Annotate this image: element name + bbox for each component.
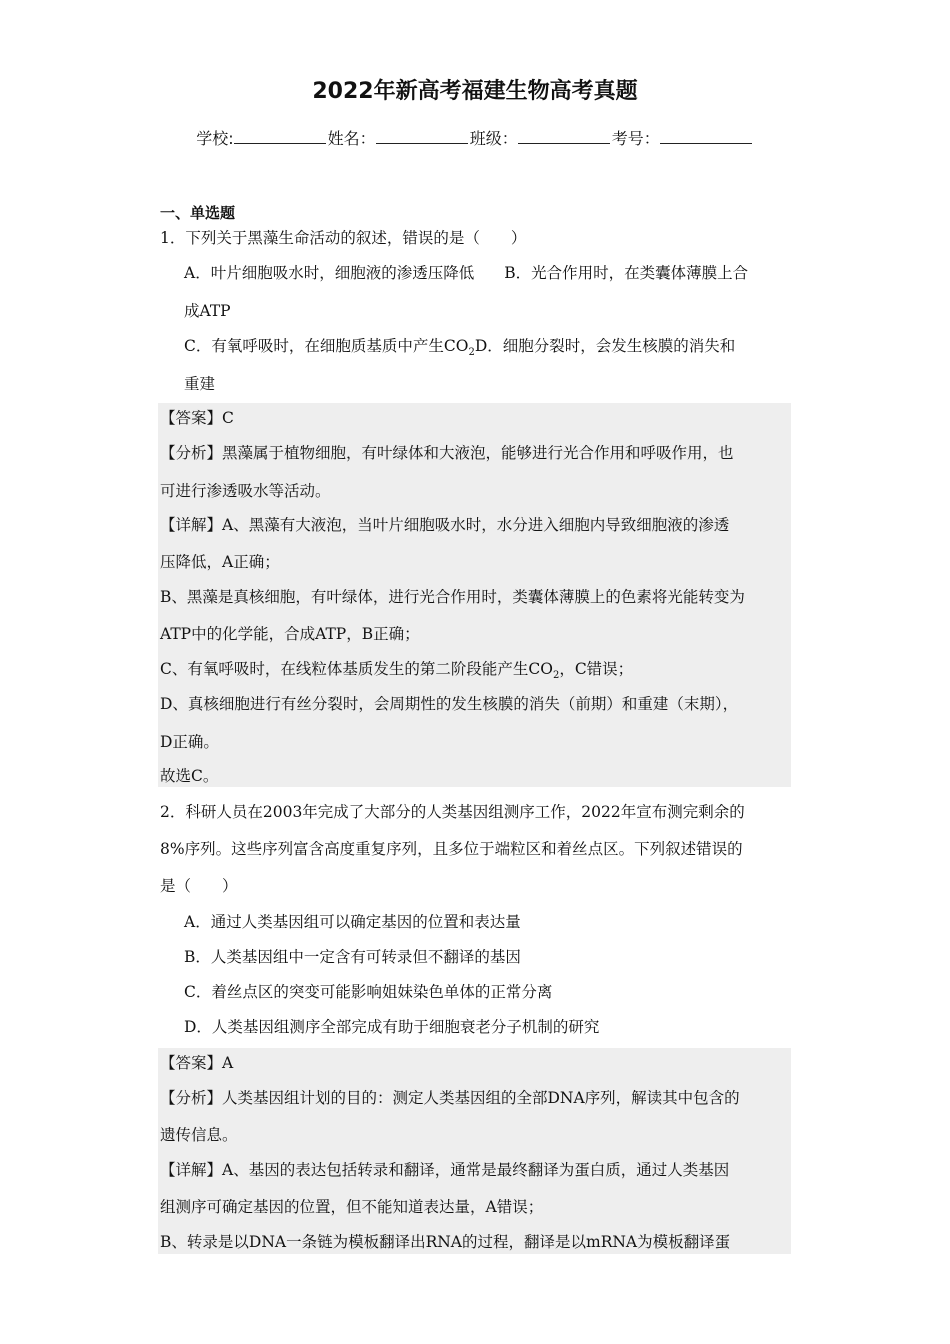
q2-detail-cont: 组测序可确定基因的位置，但不能知道表达量，A错误； bbox=[160, 1198, 544, 1216]
q2-analysis-cont: 遗传信息。 bbox=[160, 1126, 238, 1144]
school-blank[interactable] bbox=[234, 129, 326, 144]
q1-stem: 1．下列关于黑藻生命活动的叙述，错误的是（ ） bbox=[160, 229, 527, 247]
number-label: 考号： bbox=[611, 129, 660, 148]
q2-stem-end: 是（ ） bbox=[160, 877, 238, 895]
q2-answer: 【答案】A bbox=[160, 1054, 234, 1072]
q2-option-d: D．人类基因组测序全部完成有助于细胞衰老分子机制的研究 bbox=[184, 1018, 600, 1036]
number-blank[interactable] bbox=[660, 129, 752, 144]
q2-detail: 【详解】A、基因的表达包括转录和翻译，通常是最终翻译为蛋白质，通过人类基因 bbox=[160, 1161, 730, 1179]
q1-detail-d-cont: D正确。 bbox=[160, 733, 219, 751]
q1-option-c: C．有氧呼吸时，在细胞质基质中产生$CO_2$ bbox=[184, 337, 475, 359]
q1-analysis-cont: 可进行渗透吸水等活动。 bbox=[160, 482, 331, 500]
q2-option-b: B．人类基因组中一定含有可转录但不翻译的基因 bbox=[184, 948, 521, 966]
q1-detail-c: C、有氧呼吸时，在线粒体基质发生的第二阶段能产生$CO_2$，C错误； bbox=[160, 660, 634, 682]
q1-analysis: 【分析】黑藻属于植物细胞，有叶绿体和大液泡，能够进行光合作用和呼吸作用，也 bbox=[160, 444, 734, 462]
q1-detail: 【详解】A、黑藻有大液泡，当叶片细胞吸水时，水分进入细胞内导致细胞液的渗透 bbox=[160, 516, 730, 534]
q1-detail-b: B、黑藻是真核细胞，有叶绿体，进行光合作用时，类囊体薄膜上的色素将光能转变为 bbox=[160, 588, 745, 606]
q1-option-d: D．细胞分裂时，会发生核膜的消失和 bbox=[474, 337, 736, 355]
section-heading: 一、单选题 bbox=[160, 204, 236, 222]
q1-detail-b-cont: ATP中的化学能，合成ATP，B正确； bbox=[160, 625, 420, 643]
school-label: 学校: bbox=[196, 129, 234, 148]
q1-options-cd bbox=[184, 336, 792, 363]
page-title: 2022年新高考福建生物高考真题 bbox=[312, 79, 638, 104]
q1-detail-d: D、真核细胞进行有丝分裂时，会周期性的发生核膜的消失（前期）和重建（末期）， bbox=[160, 695, 739, 713]
q1-options-ab bbox=[184, 263, 792, 283]
q2-stem: 2．科研人员在2003年完成了大部分的人类基因组测序工作，2022年宣布测完剩余的 bbox=[160, 803, 745, 821]
q2-stem-cont: 8%序列。这些序列富含高度重复序列，且多位于端粒区和着丝点区。下列叙述错误的 bbox=[160, 840, 743, 858]
q1-conclusion: 故选C。 bbox=[160, 767, 219, 785]
q1-option-a: A．叶片细胞吸水时，细胞液的渗透压降低 bbox=[184, 264, 475, 282]
q2-detail-b: B、转录是以DNA一条链为模板翻译出RNA的过程，翻译是以mRNA为模板翻译蛋 bbox=[160, 1233, 731, 1251]
student-info-row bbox=[0, 126, 950, 149]
class-label: 班级： bbox=[469, 129, 518, 148]
name-blank[interactable] bbox=[376, 129, 468, 144]
class-blank[interactable] bbox=[518, 129, 610, 144]
name-label: 姓名： bbox=[327, 129, 376, 148]
q1-option-b: B．光合作用时，在类囊体薄膜上合 bbox=[504, 264, 749, 282]
q1-answer: 【答案】C bbox=[160, 409, 234, 427]
q2-option-a: A．通过人类基因组可以确定基因的位置和表达量 bbox=[184, 913, 521, 931]
q2-analysis: 【分析】人类基因组计划的目的：测定人类基因组的全部DNA序列，解读其中包含的 bbox=[160, 1089, 740, 1107]
q2-option-c: C．着丝点区的突变可能影响姐妹染色单体的正常分离 bbox=[184, 983, 553, 1001]
q1-option-d-cont: 重建 bbox=[184, 375, 216, 393]
q2-solution-block bbox=[158, 1048, 791, 1254]
q1-detail-cont: 压降低，A正确； bbox=[160, 553, 280, 571]
q1-option-b-cont: 成ATP bbox=[184, 302, 231, 320]
